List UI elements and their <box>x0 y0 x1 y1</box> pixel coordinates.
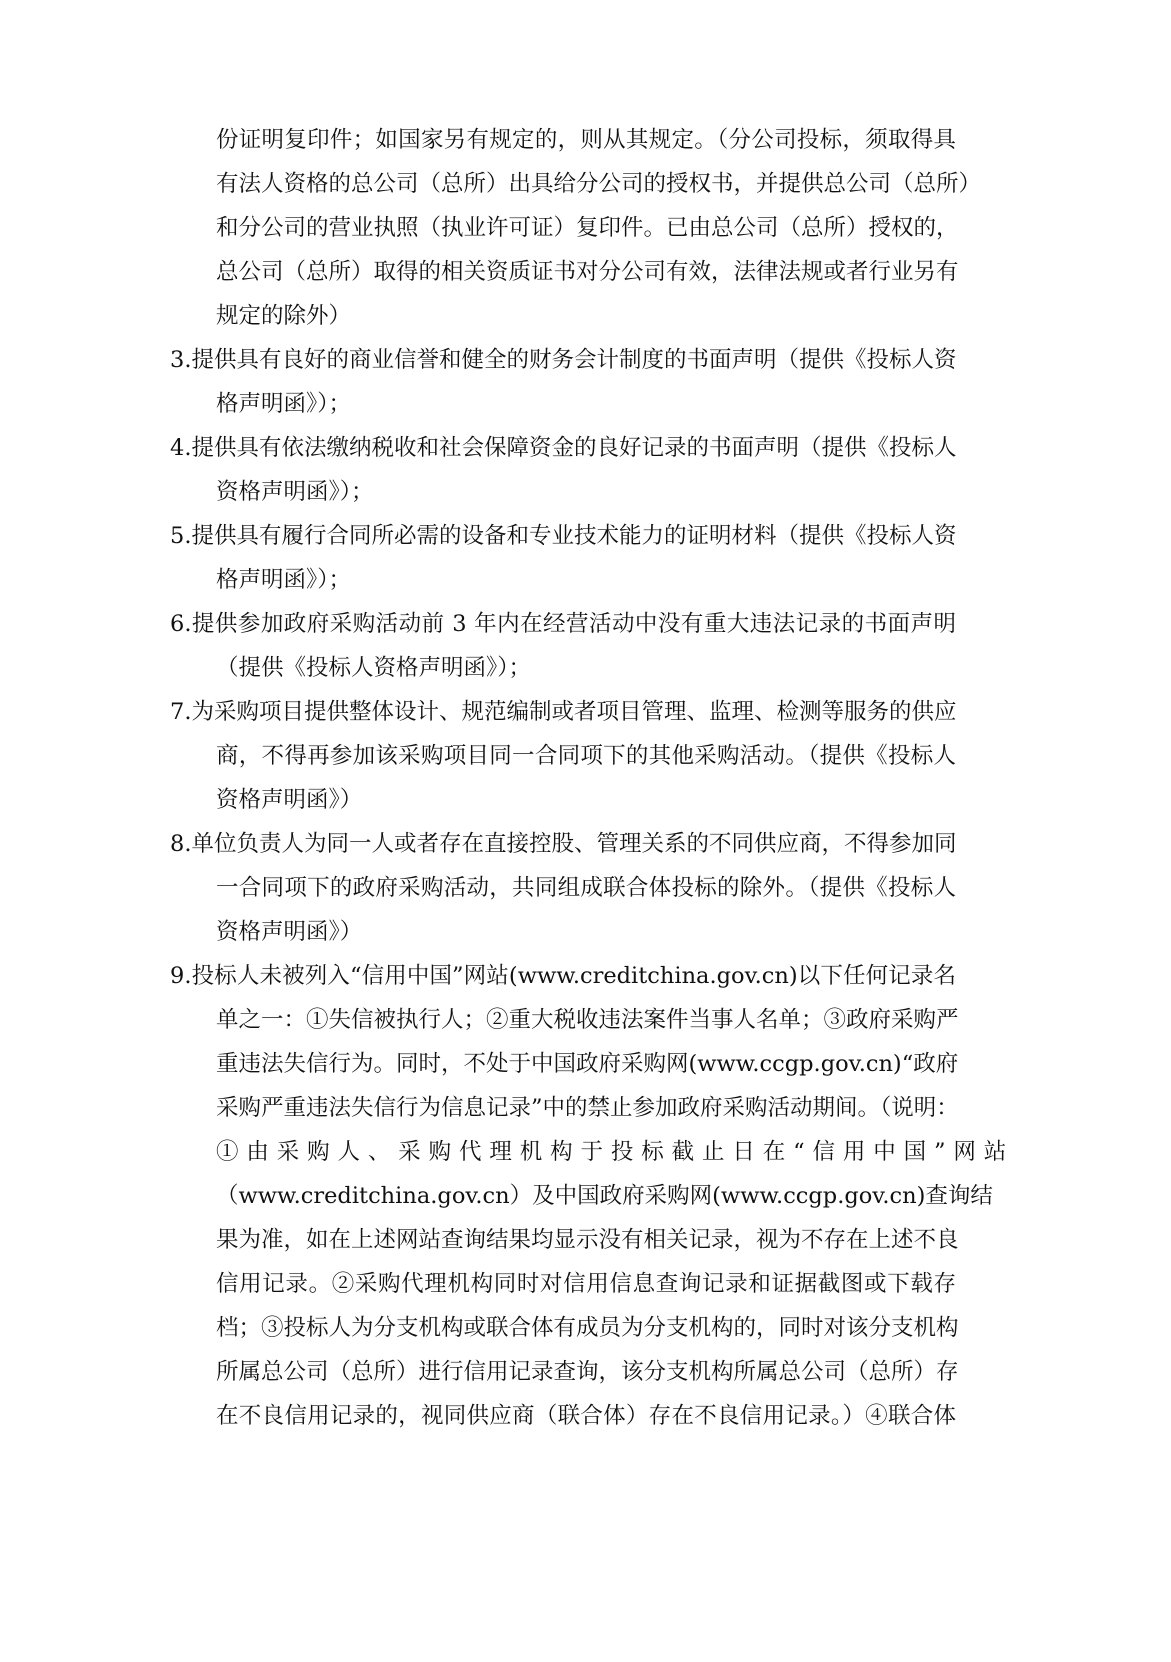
text-line: 资格声明函》） <box>216 919 363 945</box>
text-line: 一合同项下的政府采购活动，共同组成联合体投标的除外。（提供《投标人 <box>216 875 956 901</box>
list-item-3: 3.提供具有良好的商业信誉和健全的财务会计制度的书面声明（提供《投标人资 <box>170 347 957 373</box>
text-line: ①由采购人、采购代理机构于投标截止日在“信用中国”网站 <box>216 1139 1015 1165</box>
text-line: 份证明复印件；如国家另有规定的，则从其规定。（分公司投标，须取得具 <box>216 127 956 153</box>
text-line: 重违法失信行为。同时，不处于中国政府采购网(www.ccgp.gov.cn)“政府 <box>216 1051 959 1077</box>
text-line: 商，不得再参加该采购项目同一合同项下的其他采购活动。（提供《投标人 <box>216 743 956 769</box>
list-item-6: 6.提供参加政府采购活动前 3 年内在经营活动中没有重大违法记录的书面声明 <box>170 611 956 637</box>
text-line: 档；③投标人为分支机构或联合体有成员为分支机构的，同时对该分支机构 <box>216 1315 959 1341</box>
text-line: 在不良信用记录的，视同供应商（联合体）存在不良信用记录。）④联合体 <box>216 1403 956 1429</box>
text-line: 总公司（总所）取得的相关资质证书对分公司有效，法律法规或者行业另有 <box>216 259 959 285</box>
list-item-4: 4.提供具有依法缴纳税收和社会保障资金的良好记录的书面声明（提供《投标人 <box>170 435 957 461</box>
text-line: 果为准，如在上述网站查询结果均显示没有相关记录，视为不存在上述不良 <box>216 1227 959 1253</box>
text-line: 信用记录。②采购代理机构同时对信用信息查询记录和证据截图或下载存 <box>216 1271 956 1297</box>
text-line: 格声明函》）； <box>216 391 352 417</box>
list-item-5: 5.提供具有履行合同所必需的设备和专业技术能力的证明材料（提供《投标人资 <box>170 523 957 549</box>
text-line: 规定的除外） <box>216 303 352 329</box>
text-line: （www.creditchina.gov.cn）及中国政府采购网(www.ccgp.gov.cn)查询结 <box>216 1183 993 1209</box>
text-line: 资格声明函》）； <box>216 479 374 505</box>
text-line: （提供《投标人资格声明函》）； <box>216 655 532 681</box>
text-line: 有法人资格的总公司（总所）出具给分公司的授权书，并提供总公司（总所） <box>216 171 982 197</box>
text-line: 格声明函》）； <box>216 567 352 593</box>
text-line: 和分公司的营业执照（执业许可证）复印件。已由总公司（总所）授权的， <box>216 215 959 241</box>
list-item-8: 8.单位负责人为同一人或者存在直接控股、管理关系的不同供应商，不得参加同 <box>170 831 957 857</box>
text-line: 资格声明函》） <box>216 787 363 813</box>
list-item-9: 9.投标人未被列入“信用中国”网站(www.creditchina.gov.cn)以下任何记录名 <box>170 963 956 989</box>
text-line: 单之一：①失信被执行人；②重大税收违法案件当事人名单；③政府采购严 <box>216 1007 959 1033</box>
text-line: 所属总公司（总所）进行信用记录查询，该分支机构所属总公司（总所）存 <box>216 1359 959 1385</box>
text-line: 采购严重违法失信行为信息记录”中的禁止参加政府采购活动期间。（说明： <box>216 1095 959 1121</box>
list-item-7: 7.为采购项目提供整体设计、规范编制或者项目管理、监理、检测等服务的供应 <box>170 699 957 725</box>
